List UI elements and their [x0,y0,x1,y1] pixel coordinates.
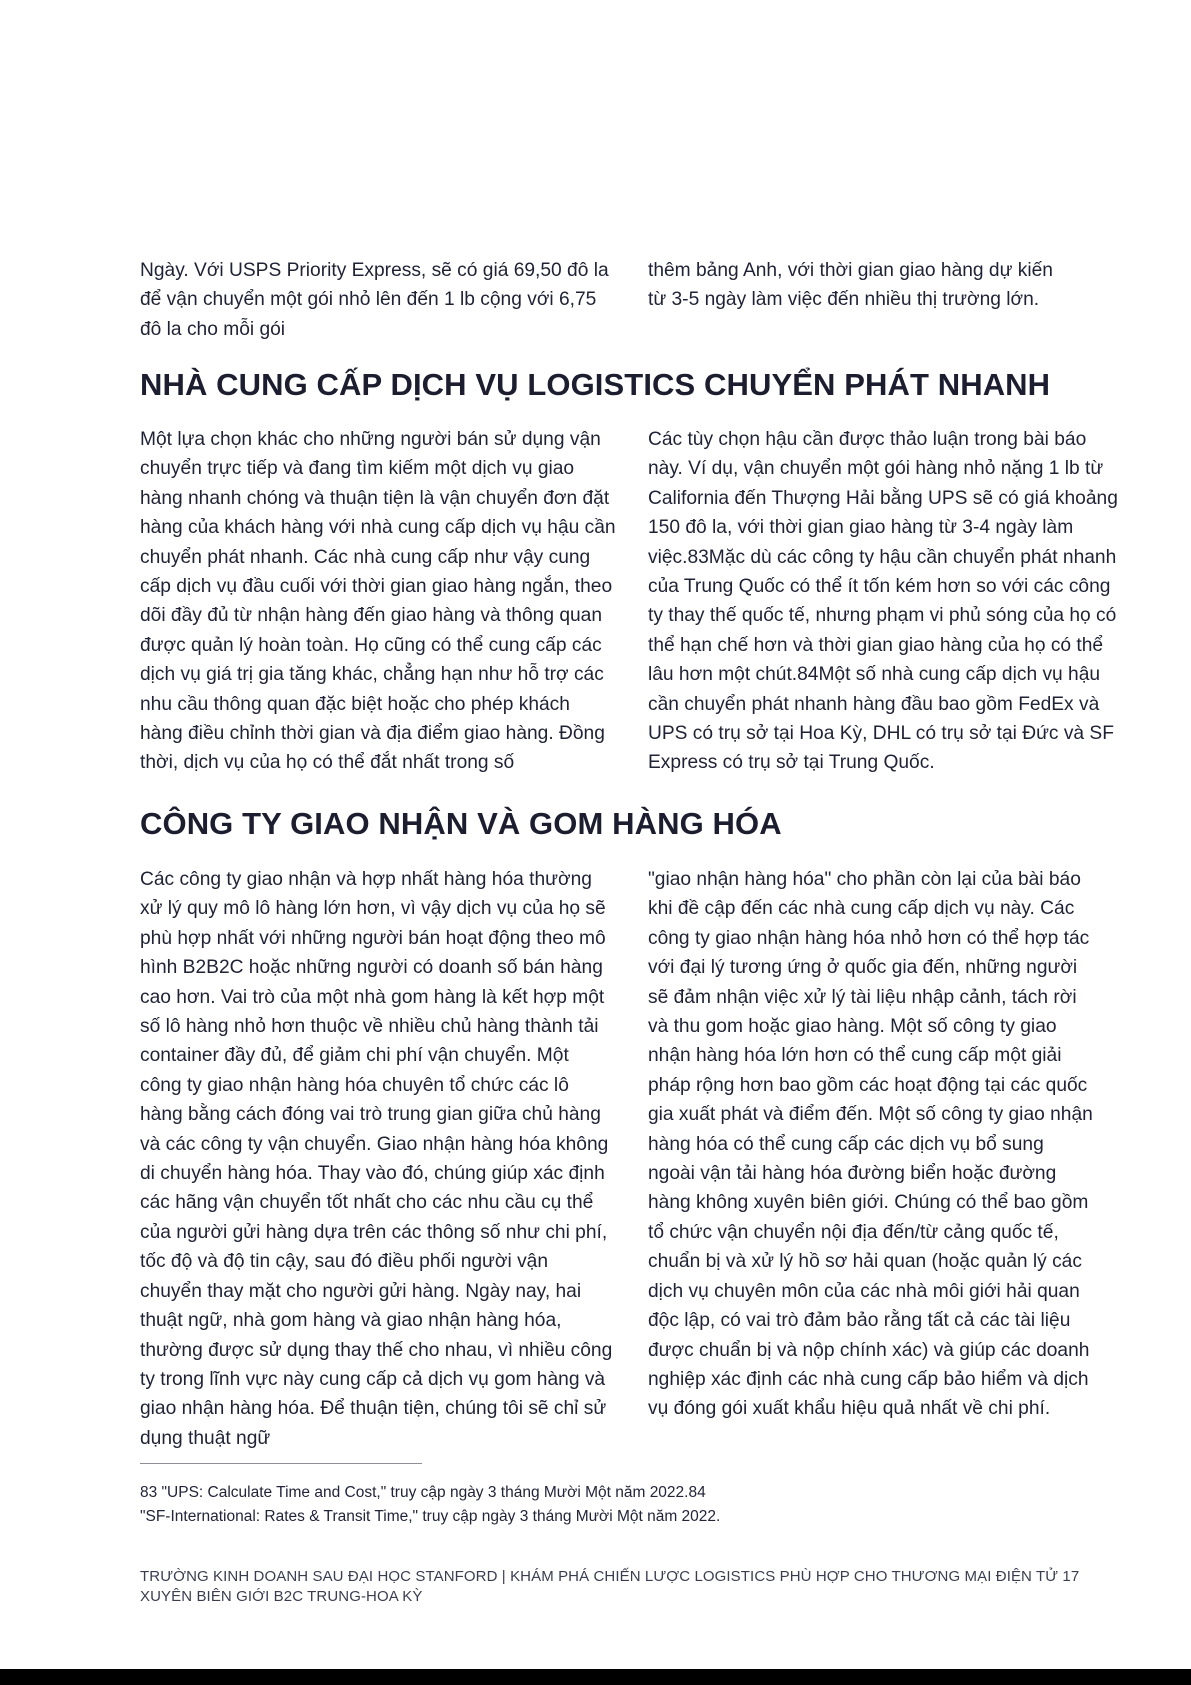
bottom-edge-bar [0,1669,1191,1685]
footnote-divider [140,1463,422,1464]
footnote-84: "SF-International: Rates & Transit Time," truy cập ngày 3 tháng Mười Một năm 2022. [140,1507,721,1525]
footnote-83: 83 "UPS: Calculate Time and Cost," truy cập ngày 3 tháng Mười Một năm 2022.84 [140,1484,706,1501]
page-footer: TRƯỜNG KINH DOANH SAU ĐẠI HỌC STANFORD | KHÁM PHÁ CHIẾN LƯỢC LOGISTICS PHÙ HỢP CHO THƯƠNG MẠI ĐIỆN TỬ 17 XUYÊN BIÊN GIỚI B2C TRUNG-HOA KỲ [140,1568,1080,1605]
footnotes [140,1481,1040,1528]
intro-right-column: thêm bảng Anh, với thời gian giao hàng dự kiến từ 3-5 ngày làm việc đến nhiều thị trường lớn. [648,260,1053,311]
section2-left-column: Các công ty giao nhận và hợp nhất hàng hóa thường xử lý quy mô lô hàng lớn hơn, vì vậy dịch vụ của họ sẽ phù hợp nhất với những người bán hoạt động theo mô hình B2B2C hoặc những người có doanh số bán hàng cao hơn. Vai trò của một nhà gom hàng là kết hợp một số lô hàng nhỏ hơn thuộc về nhiều chủ hàng thành tải container đầy đủ, để giảm chi phí vận chuyển. Một công ty giao nhận hàng hóa chuyên tổ chức các lô hàng bằng cách đóng vai trò trung gian giữa chủ hàng và các công ty vận chuyển. Giao nhận hàng hóa không di chuyển hàng hóa. Thay vào đó, chúng giúp xác định các hãng vận chuyển tốt nhất cho các nhu cầu cụ thể của người gửi hàng dựa trên các thông số như chi phí, tốc độ và độ tin cậy, sau đó điều phối người vận chuyển thay mặt cho người gửi hàng. Ngày nay, hai thuật ngữ, nhà gom hàng và giao nhận hàng hóa, thường được sử dụng thay thế cho nhau, vì nhiều công ty trong lĩnh vực này cung cấp cả dịch vụ gom hàng và giao nhận hàng hóa. Để thuận tiện, chúng tôi sẽ chỉ sử dụng thuật ngữ [140,869,613,1449]
section-heading-freight-forwarders: CÔNG TY GIAO NHẬN VÀ GOM HÀNG HÓA [140,806,782,841]
section-heading-express-logistics: NHÀ CUNG CẤP DỊCH VỤ LOGISTICS CHUYỂN PHÁT NHANH [140,367,1051,402]
section1-left-column: Một lựa chọn khác cho những người bán sử dụng vận chuyển trực tiếp và đang tìm kiếm một dịch vụ giao hàng nhanh chóng và thuận tiện là vận chuyển đơn đặt hàng của khách hàng với nhà cung cấp dịch vụ hậu cần chuyển phát nhanh. Các nhà cung cấp như vậy cung cấp dịch vụ đầu cuối với thời gian giao hàng ngắn, theo dõi đầy đủ từ nhận hàng đến giao hàng và thông quan được quản lý hoàn toàn. Họ cũng có thể cung cấp các dịch vụ giá trị gia tăng khác, chẳng hạn như hỗ trợ các nhu cầu thông quan đặc biệt hoặc cho phép khách hàng điều chỉnh thời gian và địa điểm giao hàng. Đồng thời, dịch vụ của họ có thể đắt nhất trong số [140,429,616,774]
intro-left-column: Ngày. Với USPS Priority Express, sẽ có giá 69,50 đô la để vận chuyển một gói nhỏ lên đến 1 lb cộng với 6,75 đô la cho mỗi gói [140,260,609,340]
section2-right-column: "giao nhận hàng hóa" cho phần còn lại của bài báo khi đề cập đến các nhà cung cấp dịch vụ này. Các công ty giao nhận hàng hóa nhỏ hơn có thể hợp tác với đại lý tương ứng ở quốc gia đến, những người sẽ đảm nhận việc xử lý tài liệu nhập cảnh, tách rời và thu gom hoặc giao hàng. Một số công ty giao nhận hàng hóa lớn hơn có thể cung cấp một giải pháp rộng hơn bao gồm các hoạt động tại các quốc gia xuất phát và điểm đến. Một số công ty giao nhận hàng hóa có thể cung cấp các dịch vụ bổ sung ngoài vận tải hàng hóa đường biển hoặc đường hàng không xuyên biên giới. Chúng có thể bao gồm tổ chức vận chuyển nội địa đến/từ cảng quốc tế, chuẩn bị và xử lý hồ sơ hải quan (hoặc quản lý các dịch vụ chuyên môn của các nhà môi giới hải quan độc lập, có vai trò đảm bảo rằng tất cả các tài liệu được chuẩn bị và nộp chính xác) và giúp các doanh nghiệp xác định các nhà cung cấp bảo hiểm và dịch vụ đóng gói xuất khẩu hiệu quả nhất về chi phí. [648,869,1093,1420]
section1-right-column: Các tùy chọn hậu cần được thảo luận trong bài báo này. Ví dụ, vận chuyển một gói hàng nhỏ nặng 1 lb từ California đến Thượng Hải bằng UPS sẽ có giá khoảng 150 đô la, với thời gian giao hàng từ 3-4 ngày làm việc.83Mặc dù các công ty hậu cần chuyển phát nhanh của Trung Quốc có thể ít tốn kém hơn so với các công ty thay thế quốc tế, nhưng phạm vi phủ sóng của họ có thể hạn chế hơn và thời gian giao hàng của họ có thể lâu hơn một chút.84Một số nhà cung cấp dịch vụ hậu cần chuyển phát nhanh hàng đầu bao gồm FedEx và UPS có trụ sở tại Hoa Kỳ, DHL có trụ sở tại Đức và SF Express có trụ sở tại Trung Quốc. [648,429,1118,774]
